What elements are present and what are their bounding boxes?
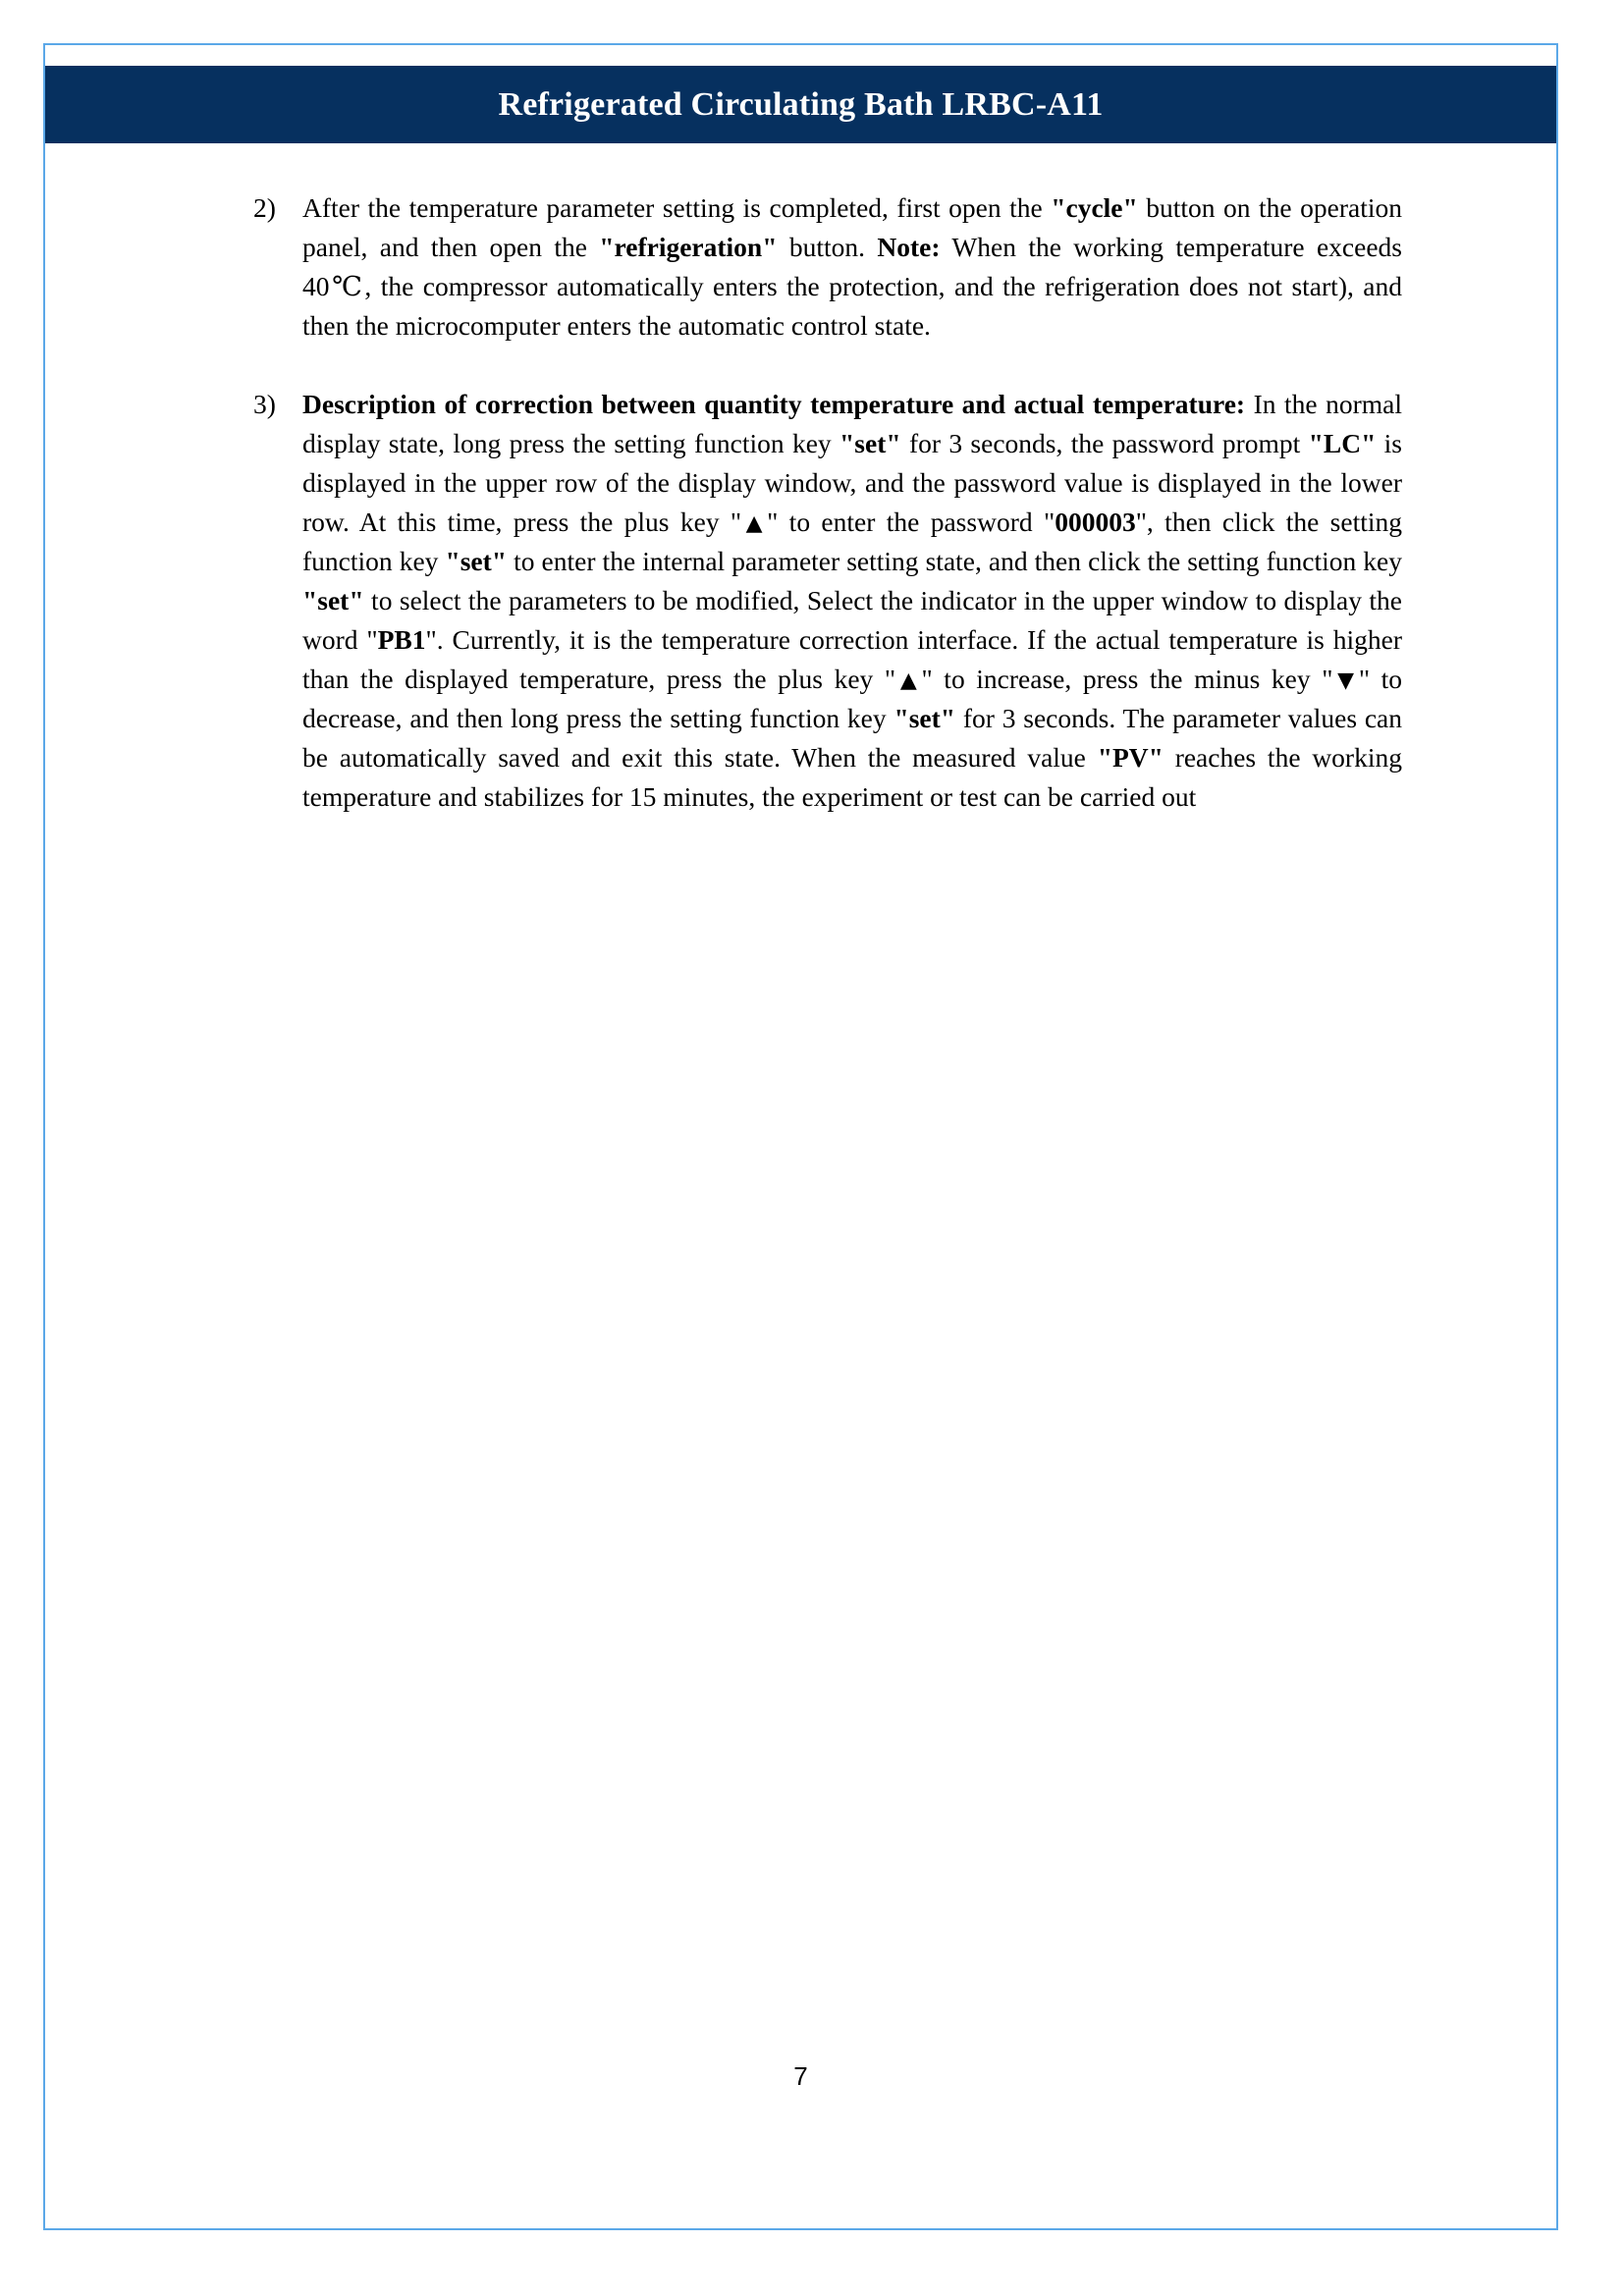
triangle-down-icon: ▼ <box>1332 668 1359 693</box>
triangle-up-icon: ▲ <box>895 668 922 693</box>
document-page <box>43 43 1558 2230</box>
list-item-text: Description of correction between quantity temperature and actual temperature: In the normal display state, long press the setting function key "set" for 3 seconds, the password prompt "LC" is displayed in the upper row of the display window, and the password value is displayed in the lower row. At this time, press the plus key "▲" to enter the password "000003", then click the setting function key "set" to enter the internal parameter setting state, and then click the setting function key "set" to select the parameters to be modified, Select the indicator in the upper window to display the word "PB1". Currently, it is the temperature correction interface. If the actual temperature is higher than the displayed temperature, press the plus key "▲" to increase, press the minus key "▼" to decrease, and then long press the setting function key "set" for 3 seconds. The parameter values can be automatically saved and exit this state. When the measured value "PV" reaches the working temperature and stabilizes for 15 minutes, the experiment or test can be carried out <box>302 389 1403 812</box>
list-item <box>253 188 1402 346</box>
list-item-marker: 2) <box>253 192 276 223</box>
page-header-bar <box>45 66 1556 143</box>
triangle-up-icon: ▲ <box>741 511 768 536</box>
list-item-marker: 3) <box>253 389 276 419</box>
numbered-instruction-list <box>253 188 1402 817</box>
list-item <box>253 385 1402 817</box>
document-body <box>253 188 1402 817</box>
list-item-text: After the temperature parameter setting is completed, first open the "cycle" button on the operation panel, and then open the "refrigeration" button. Note: When the working temperature exceeds 40℃, the compressor automatically enters the protection, and the refrigeration does not start), and then the microcomputer enters the automatic control state. <box>302 192 1402 341</box>
page-title: Refrigerated Circulating Bath LRBC-A11 <box>498 85 1104 123</box>
page-number: 7 <box>793 2061 808 2091</box>
